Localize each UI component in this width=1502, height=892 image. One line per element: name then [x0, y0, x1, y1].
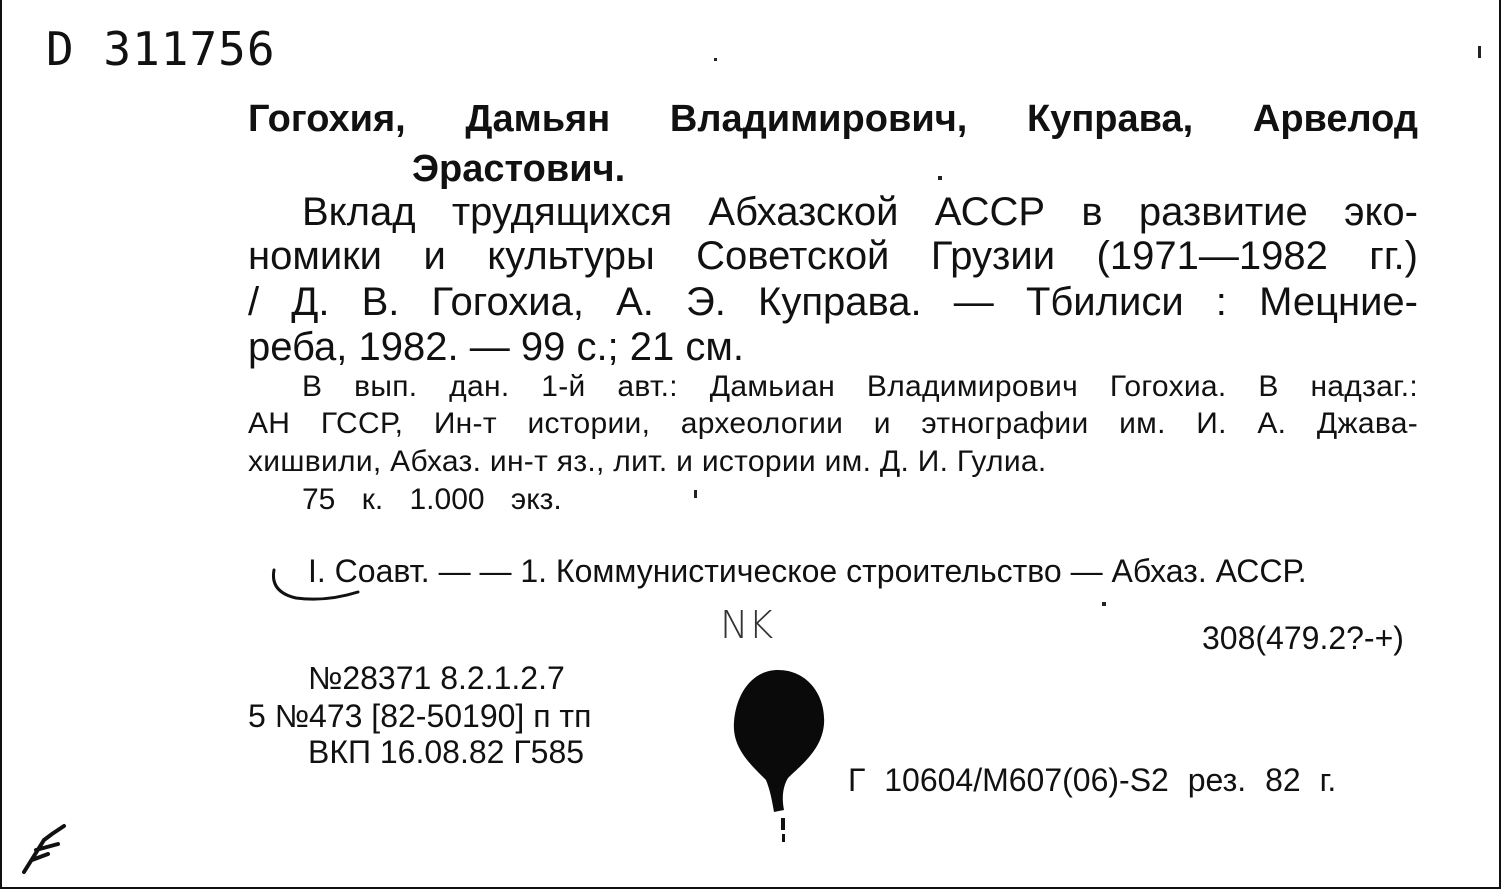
author-heading-line-2: Эрастович.: [412, 148, 626, 190]
author-word: Дамьян: [465, 98, 611, 140]
note-line: АН ГССР, Ин-т истории, археологии и этнографии им. И. А. Джава-: [248, 407, 1418, 440]
note-line: хишвили, Абхаз. ин-т яз., лит. и истории им. Д. И. Гулиа.: [248, 445, 1047, 478]
registration-line: ВКП 16.08.82 Г585: [308, 734, 585, 770]
print-code: Г 10604/М607(06)-S2 рез. 82 г.: [848, 762, 1337, 798]
title-line: Вклад трудящихся Абхазской АССР в развитие эко-: [302, 190, 1418, 234]
ink-blot-mark: [730, 666, 830, 846]
author-word: Куправа,: [1027, 98, 1194, 140]
note-line: В вып. дан. 1-й авт.: Дамьиан Владимирович Гогохиа. В надзаг.:: [302, 370, 1418, 403]
scribble-mark: [18, 820, 78, 880]
registration-line: №28371 8.2.1.2.7: [308, 660, 565, 696]
price-and-print-run: 75 к. 1.000 экз.: [302, 483, 562, 516]
classification-code: 308(479.2?-+): [1202, 620, 1404, 656]
pencil-underline-mark: [266, 566, 366, 606]
title-line: реба, 1982. — 99 с.; 21 см.: [248, 325, 744, 369]
speck-mark: [938, 176, 942, 180]
author-word: Арвелод: [1252, 98, 1418, 140]
author-word: Владимирович,: [669, 98, 968, 140]
tracings-line: I. Соавт. — — 1. Коммунистическое строительство — Абхаз. АССР.: [308, 553, 1307, 589]
registration-line: 5 №473 [82-50190] п тп: [248, 698, 592, 734]
author-word: Гогохия,: [248, 98, 406, 140]
title-line: номики и культуры Советской Грузии (1971—1982 гг.): [248, 234, 1418, 278]
speck-mark: [1102, 602, 1106, 606]
handwritten-mark: NK: [720, 603, 774, 647]
speck-mark: [714, 58, 717, 61]
speck-mark: [694, 490, 697, 498]
title-line: / Д. В. Гогохиа, А. Э. Куправа. — Тбилиси : Мецние-: [248, 280, 1418, 324]
speck-mark: [1478, 46, 1481, 58]
author-heading-line-1: [248, 98, 1418, 141]
card-number: D 311756: [46, 22, 276, 76]
